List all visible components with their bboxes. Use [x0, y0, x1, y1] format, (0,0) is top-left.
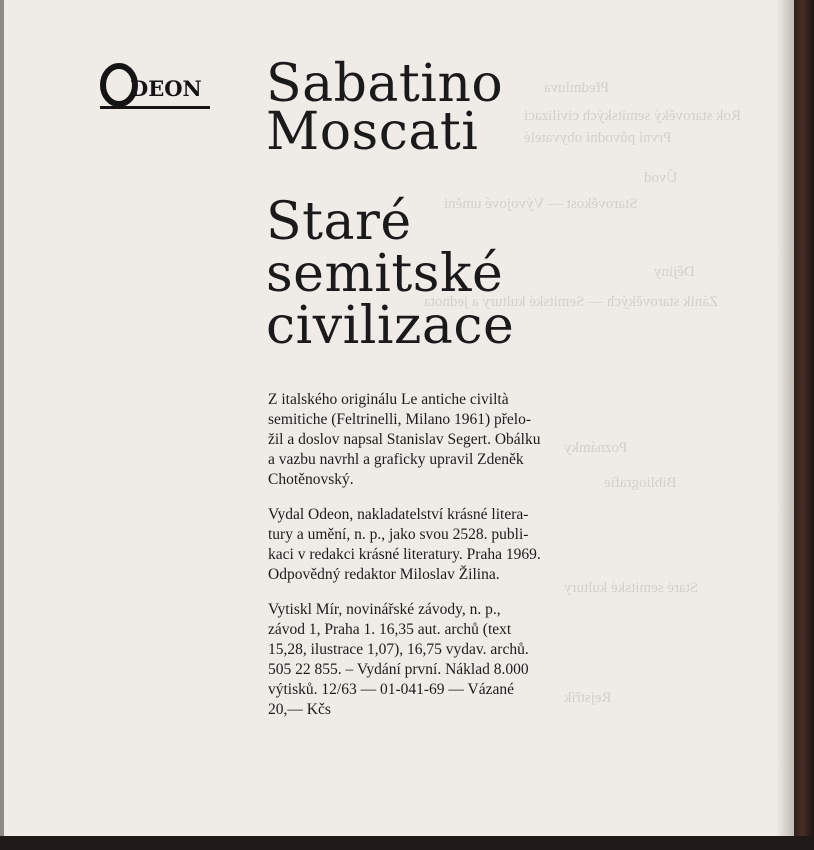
show-through-text: Zánik starověkých — Semitské kultury a jednota: [424, 294, 719, 310]
imprint-line: semitiche (Feltrinelli, Milano 1961) přelo-: [268, 411, 532, 428]
book-spine-edge: [794, 0, 814, 850]
publisher-logo: [100, 62, 212, 112]
author-name: [266, 54, 504, 162]
show-through-text: Starověkost — Vývojové umění: [444, 196, 638, 212]
printing-paragraph: [268, 600, 618, 720]
title-line-2: semitské: [266, 244, 504, 304]
show-through-text: Bibliografie: [604, 475, 677, 491]
publisher-paragraph: [268, 505, 618, 585]
show-through-text: Dějiny: [654, 264, 695, 280]
imprint-line: žil a doslov napsal Stanislav Segert. Obálku: [268, 431, 541, 448]
author-first-name: Sabatino: [266, 54, 504, 114]
show-through-text: Rok starověký semitských civilizací: [524, 108, 742, 124]
book-title: [266, 192, 515, 356]
imprint-line: Odpovědný redaktor Miloslav Žilina.: [268, 566, 500, 583]
publisher-logo-text: DEON: [130, 76, 202, 101]
show-through-text: Úvod: [644, 170, 678, 186]
title-line-3: civilizace: [266, 296, 515, 356]
imprint-block: [268, 390, 618, 735]
imprint-line: Z italského originálu Le antiche civiltà: [268, 391, 509, 408]
imprint-line: Vytiskl Mír, novinářské závody, n. p.,: [268, 601, 501, 618]
logo-underline: [100, 106, 210, 109]
book-bottom-edge: [0, 836, 814, 850]
book-page: [4, 0, 794, 836]
imprint-line: 505 22 855. – Vydání první. Náklad 8.000: [268, 661, 529, 678]
translation-paragraph: [268, 390, 618, 490]
imprint-line: Vydal Odeon, nakladatelství krásné litera-: [268, 506, 529, 523]
author-last-name: Moscati: [266, 102, 479, 162]
imprint-line: výtisků. 12/63 — 01-041-69 — Vázané: [268, 681, 514, 698]
show-through-text: Poznámky: [564, 440, 628, 456]
show-through-text: Staré semitské kultury: [564, 580, 699, 596]
imprint-line: závod 1, Praha 1. 16,35 aut. archů (text: [268, 621, 512, 638]
imprint-line: Chotěnovský.: [268, 471, 354, 488]
title-line-1: Staré: [266, 192, 412, 252]
show-through-text: Rejstřík: [564, 690, 612, 706]
imprint-line: kaci v redakci krásné literatury. Praha 1969.: [268, 546, 541, 563]
show-through-text: Předmluva: [544, 80, 609, 96]
imprint-line: 15,28, ilustrace 1,07), 16,75 vydav. archů.: [268, 641, 529, 658]
imprint-line: tury a umění, n. p., jako svou 2528. publi-: [268, 526, 529, 543]
imprint-line: 20,— Kčs: [268, 701, 331, 718]
show-through-text: První původní obyvatelé: [524, 130, 672, 146]
imprint-line: a vazbu navrhl a graficky upravil Zdeněk: [268, 451, 524, 468]
